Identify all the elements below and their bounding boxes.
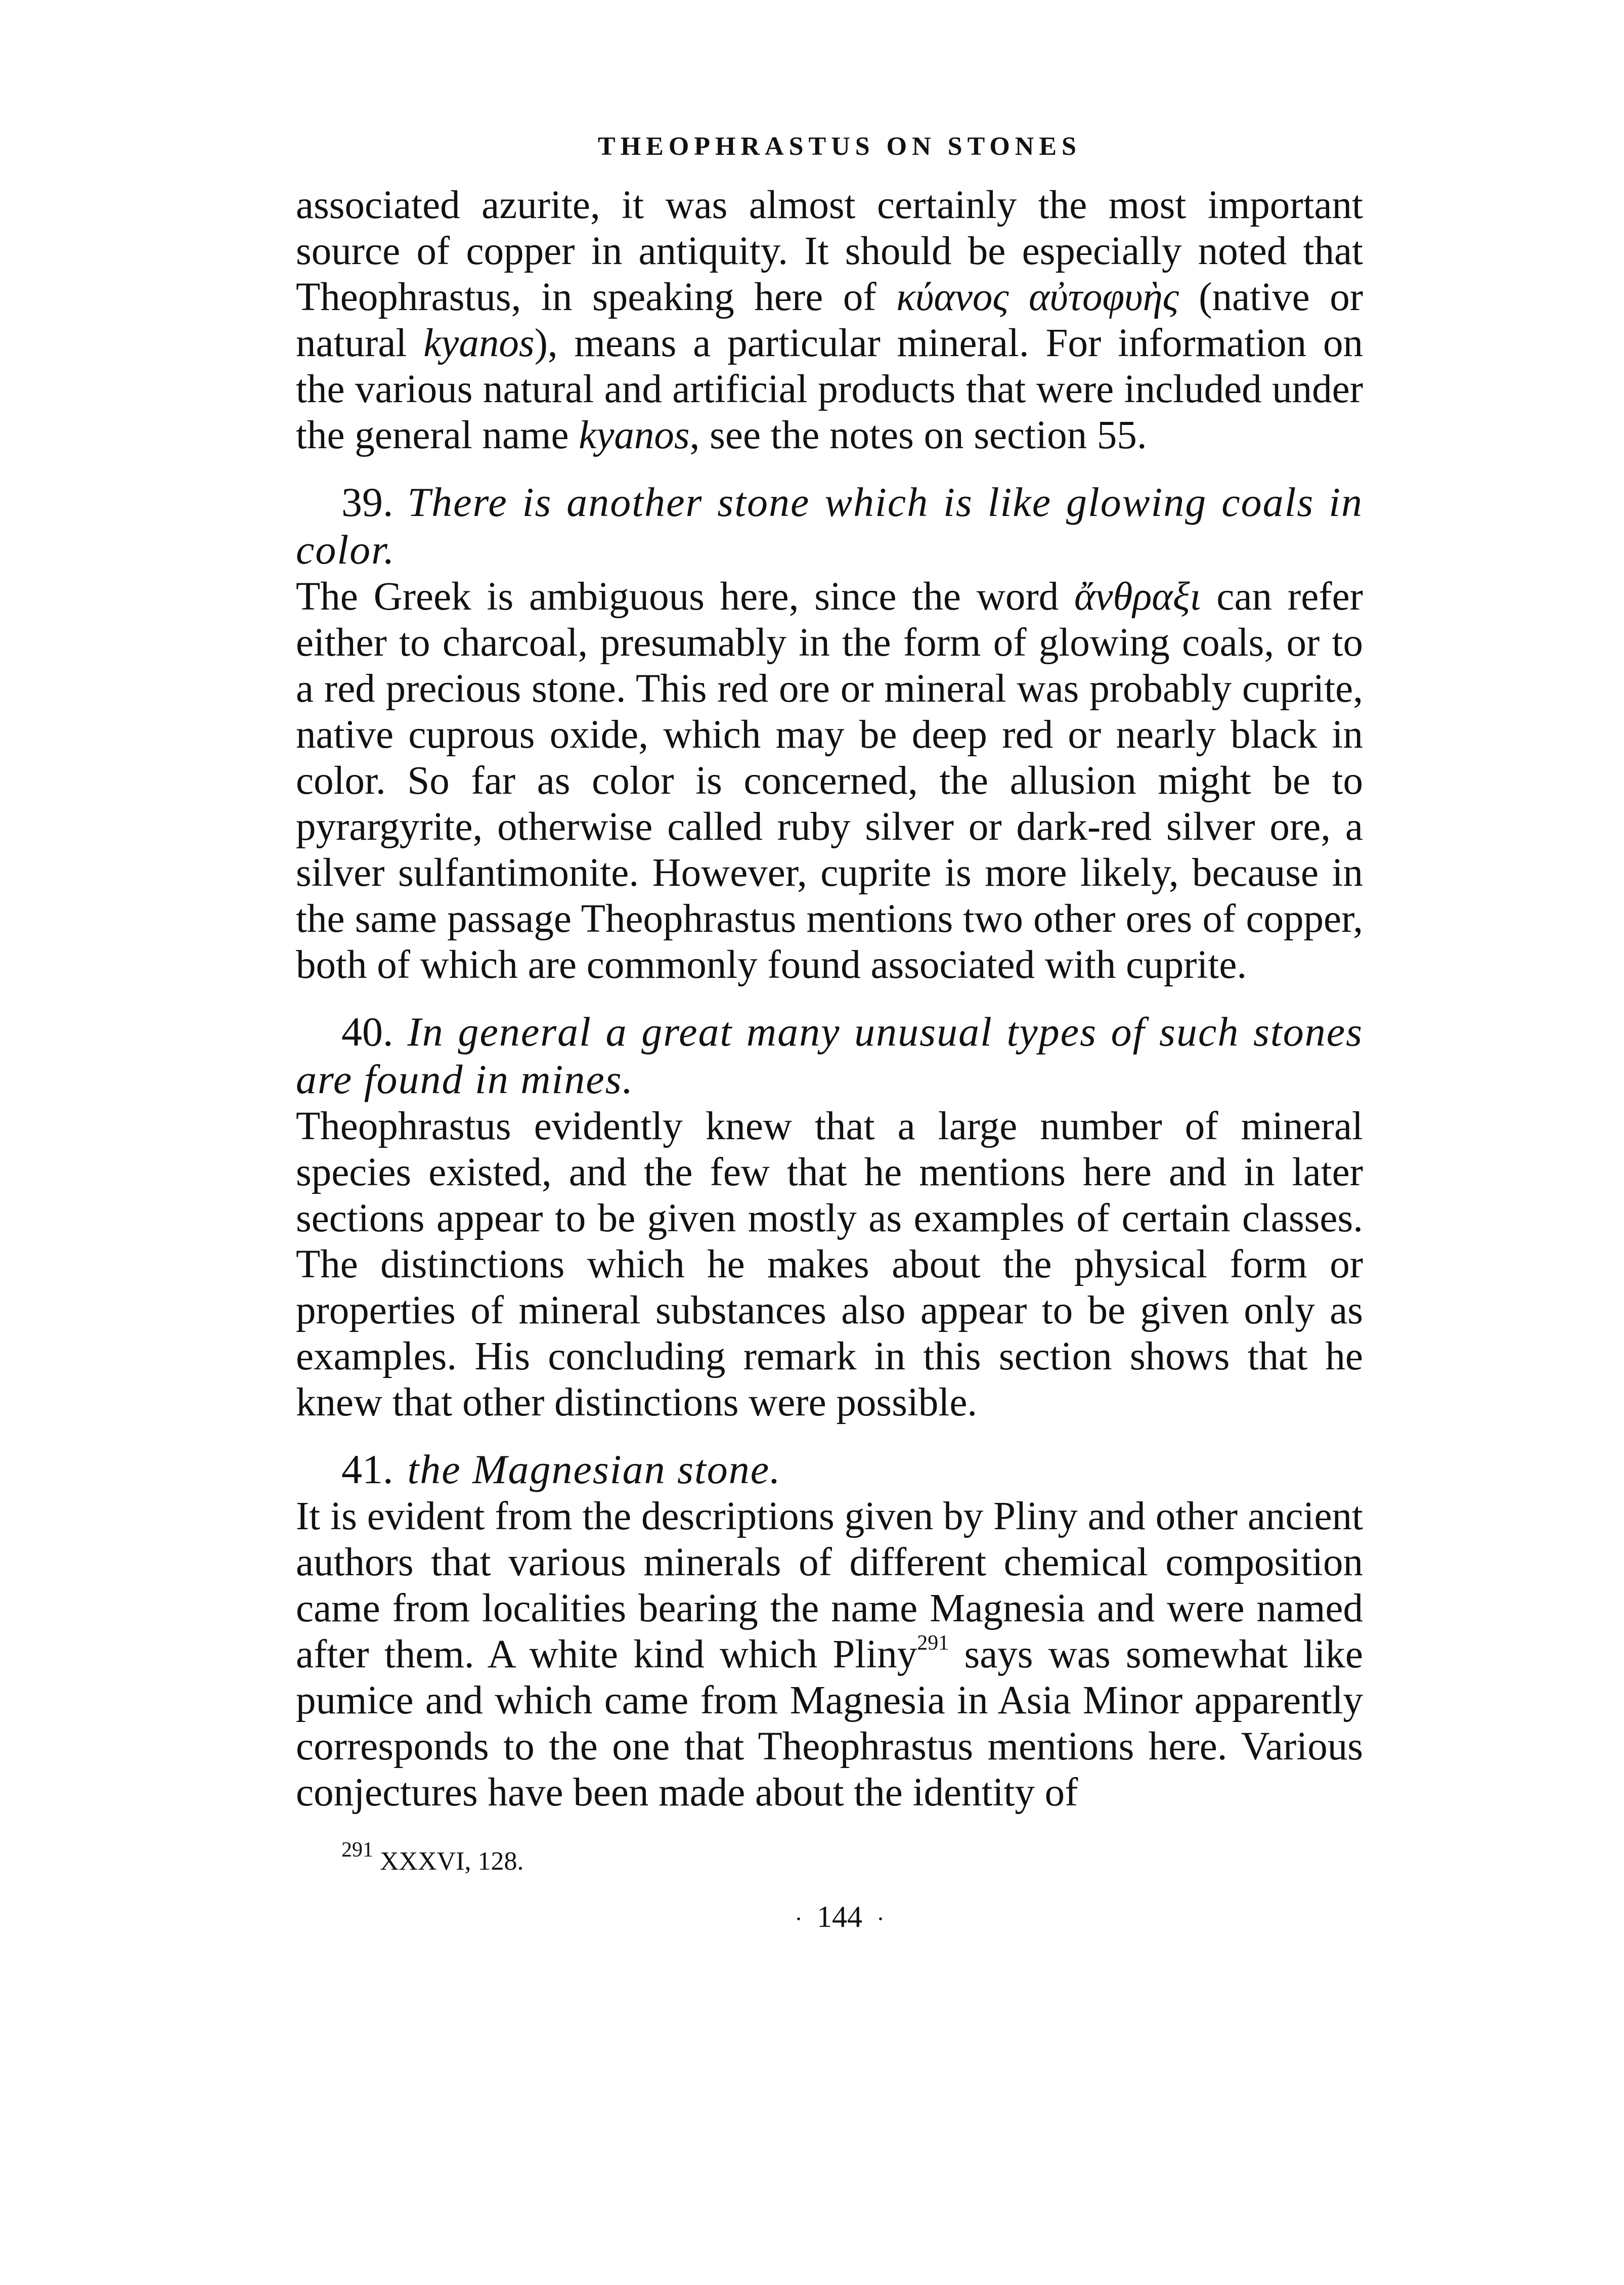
footnote xyxy=(341,1838,1363,1879)
intro-paragraph xyxy=(296,182,1363,458)
s39-text-1: The Greek is ambiguous here, since the word xyxy=(296,575,1075,619)
section-number: 40. xyxy=(341,1009,393,1055)
footnote-reference[interactable]: 291 xyxy=(917,1631,949,1655)
footnote-text: XXXVI, 128. xyxy=(373,1847,524,1876)
section-number: 41. xyxy=(341,1446,393,1492)
section-heading-39 xyxy=(296,479,1363,574)
italic-term: kyanos xyxy=(423,321,535,365)
section-title: There is another stone which is like glowing coals in color. xyxy=(296,479,1363,573)
italic-term: kyanos xyxy=(579,413,690,457)
s39-text-2: can refer either to charcoal, presumably in the form of glowing coals, or to a red precious stone. This red ore or mineral was probably cuprite, native cuprous oxide, which may be deep red or nearly black in color. So far as color is concerned, the allusion might be to pyrargyrite, otherwise called ruby silver or dark-red silver ore, a silver sulfantimonite. However, cuprite is more likely, because in the same passage Theophrastus mentions two other ores of copper, both of which are commonly found associated with cuprite. xyxy=(296,575,1363,987)
folio-dot-right: · xyxy=(876,1906,885,1932)
greek-word: ἄνθραξι xyxy=(1074,575,1201,619)
page-number-value: 144 xyxy=(817,1900,862,1933)
s41-text-2: says was somewhat like pumice and which came from Magnesia in Asia Minor apparently corresponds to the one that Theophrastus mentions here. Various conjectures have been made about the identity of xyxy=(296,1632,1363,1815)
book-page xyxy=(296,126,1363,1934)
section-39-paragraph xyxy=(296,574,1363,988)
page-number xyxy=(316,1900,1363,1934)
section-41-paragraph xyxy=(296,1493,1363,1816)
folio-dot-left: · xyxy=(795,1906,803,1932)
running-head: THEOPHRASTUS ON STONES xyxy=(598,132,1081,161)
section-heading-41 xyxy=(296,1446,1363,1493)
intro-text-1: associated azurite, it was almost certainly the most important source of copper in antiquity. It should be especially noted that Theophrastus, in speaking here of xyxy=(296,183,1363,319)
section-title: the Magnesian stone. xyxy=(407,1446,781,1492)
greek-phrase: κύανος αὐτοφυὴς xyxy=(896,275,1179,319)
intro-text-4: , see the notes on section 55. xyxy=(689,413,1147,457)
section-40-paragraph: Theophrastus evidently knew that a large number of mineral species existed, and the few that he mentions here and in later sections appear to be given mostly as examples of certain classes. The distinctions which he makes about the physical form or properties of mineral substances also appear to be given only as examples. His concluding remark in this section shows that he knew that other distinctions were possible. xyxy=(296,1104,1363,1425)
section-number: 39. xyxy=(341,479,393,525)
section-heading-40 xyxy=(296,1008,1363,1103)
footnote-marker: 291 xyxy=(341,1838,373,1862)
section-title: In general a great many unusual types of such stones are found in mines. xyxy=(296,1009,1363,1102)
s41-text-1: It is evident from the descriptions given by Pliny and other ancient authors that various minerals of different chemical composition came from localities bearing the name Magnesia and were named after them. A white kind which Pliny xyxy=(296,1494,1363,1676)
intro-text-3: ), means a particular mineral. For information on the various natural and artificial products that were included under the general name xyxy=(296,321,1363,457)
intro-text-2: (native or natural xyxy=(296,275,1364,365)
